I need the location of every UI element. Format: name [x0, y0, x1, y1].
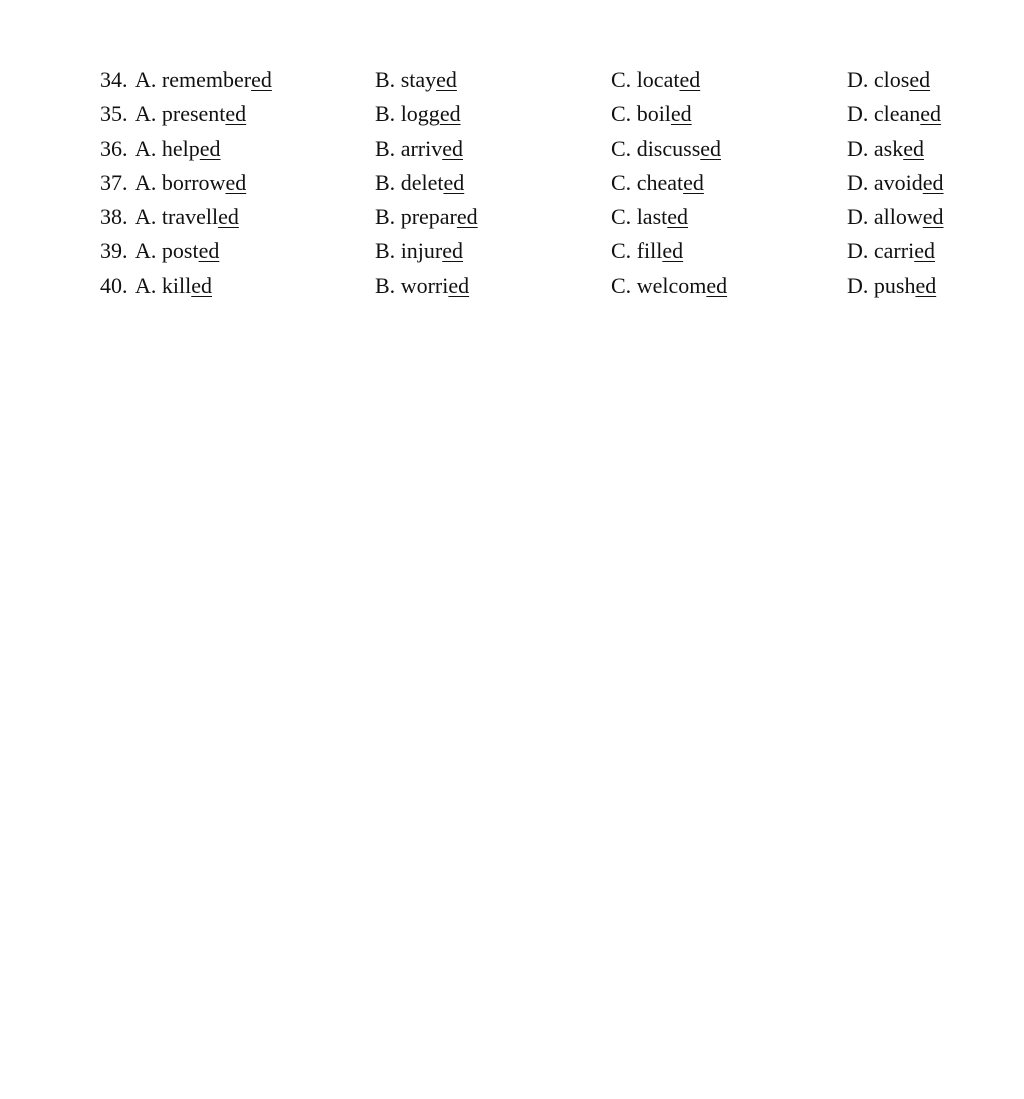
option-letter: B. [375, 67, 396, 92]
option-c [611, 234, 683, 268]
option-letter: A. [135, 238, 157, 264]
underlined-ending: ed [199, 135, 221, 161]
word-stem: stay [400, 67, 437, 92]
option-letter: A. [135, 135, 157, 161]
question-row [100, 269, 1000, 303]
option-letter: C. [611, 101, 632, 127]
option-letter: D. [847, 101, 869, 127]
word-stem: boil [636, 101, 671, 127]
option-d [847, 132, 924, 166]
question-row [100, 132, 1000, 166]
word-stem: ask [873, 135, 904, 161]
word-stem: last [636, 204, 668, 230]
underlined-ending: ed [706, 272, 728, 298]
word-stem: borrow [161, 169, 226, 195]
word-stem: avoid [873, 169, 923, 195]
underlined-ending: ed [251, 67, 272, 92]
question-number: 38. [100, 204, 128, 230]
option-letter: B. [375, 204, 396, 230]
underlined-ending: ed [909, 67, 931, 92]
question-row [100, 200, 1000, 234]
question-number: 34. [100, 67, 128, 92]
underlined-ending: ed [218, 204, 239, 230]
underlined-ending: ed [700, 135, 722, 161]
question-row [100, 166, 1000, 200]
question-row [100, 234, 1000, 268]
option-letter: A. [135, 101, 157, 127]
option-letter: A. [135, 67, 157, 92]
underlined-ending: ed [662, 238, 684, 264]
option-d [847, 97, 941, 131]
word-stem: travell [161, 204, 219, 230]
option-d [847, 234, 935, 268]
option-letter: A. [135, 272, 157, 298]
option-letter: C. [611, 204, 632, 230]
word-stem: injur [400, 238, 443, 264]
word-stem: fill [636, 238, 663, 264]
word-stem: logg [400, 101, 440, 127]
option-letter: B. [375, 135, 396, 161]
option-c [611, 269, 727, 303]
option-b [375, 132, 463, 166]
option-letter: C. [611, 272, 632, 298]
underlined-ending: ed [439, 101, 461, 127]
option-c [611, 132, 721, 166]
underlined-ending: ed [679, 67, 701, 92]
word-stem: remember [161, 67, 252, 92]
option-letter: D. [847, 238, 869, 264]
word-stem: delet [400, 169, 444, 195]
underlined-ending: ed [456, 204, 478, 230]
question-number: 39. [100, 238, 128, 264]
option-a [135, 132, 221, 166]
option-a [135, 97, 246, 131]
question-number: 36. [100, 135, 128, 161]
word-stem: kill [161, 272, 192, 298]
option-c [611, 200, 688, 234]
option-letter: B. [375, 101, 396, 127]
option-letter: A. [135, 169, 157, 195]
option-d [847, 269, 936, 303]
word-stem: discuss [636, 135, 701, 161]
option-b [375, 234, 463, 268]
underlined-ending: ed [225, 169, 247, 195]
word-stem: worri [400, 272, 449, 298]
word-stem: present [161, 101, 226, 127]
word-stem: cheat [636, 169, 684, 195]
option-b [375, 269, 469, 303]
underlined-ending: ed [436, 67, 457, 92]
option-d [847, 63, 930, 97]
option-letter: D. [847, 67, 869, 92]
underlined-ending: ed [915, 272, 937, 298]
option-a [135, 200, 239, 234]
option-letter: B. [375, 238, 396, 264]
option-letter: C. [611, 238, 632, 264]
underlined-ending: ed [683, 169, 704, 195]
word-stem: clean [873, 101, 921, 127]
underlined-ending: ed [922, 169, 944, 195]
word-stem: prepar [400, 204, 457, 230]
option-letter: D. [847, 135, 869, 161]
word-stem: arriv [400, 135, 443, 161]
underlined-ending: ed [443, 169, 465, 195]
question-row [100, 63, 1000, 97]
option-letter: D. [847, 204, 869, 230]
option-b [375, 63, 457, 97]
option-d [847, 200, 944, 234]
option-letter: A. [135, 204, 157, 230]
option-letter: D. [847, 272, 869, 298]
word-stem: allow [873, 204, 923, 230]
underlined-ending: ed [198, 238, 220, 264]
option-d [847, 166, 944, 200]
word-stem: clos [873, 67, 910, 92]
option-c [611, 97, 692, 131]
question-number: 35. [100, 101, 128, 127]
underlined-ending: ed [670, 101, 692, 127]
option-b [375, 200, 478, 234]
underlined-ending: ed [667, 204, 689, 230]
word-stem: help [161, 135, 200, 161]
underlined-ending: ed [903, 135, 924, 161]
option-c [611, 63, 700, 97]
underlined-ending: ed [191, 272, 212, 298]
question-row [100, 97, 1000, 131]
question-list [100, 63, 1000, 303]
question-number: 37. [100, 169, 128, 195]
word-stem: carri [873, 238, 915, 264]
option-a [135, 269, 212, 303]
word-stem: post [161, 238, 199, 264]
option-b [375, 166, 464, 200]
option-a [135, 166, 246, 200]
option-letter: B. [375, 169, 396, 195]
underlined-ending: ed [448, 272, 470, 298]
word-stem: push [873, 272, 916, 298]
option-letter: C. [611, 135, 632, 161]
option-letter: D. [847, 169, 869, 195]
option-letter: C. [611, 169, 632, 195]
word-stem: welcom [636, 272, 707, 298]
underlined-ending: ed [920, 101, 942, 127]
option-c [611, 166, 704, 200]
underlined-ending: ed [225, 101, 247, 127]
question-number: 40. [100, 272, 128, 298]
option-a [135, 234, 219, 268]
option-letter: B. [375, 272, 396, 298]
underlined-ending: ed [922, 204, 944, 230]
option-letter: C. [611, 67, 632, 92]
option-a [135, 63, 272, 97]
word-stem: locat [636, 67, 680, 92]
underlined-ending: ed [442, 135, 463, 161]
underlined-ending: ed [914, 238, 935, 264]
underlined-ending: ed [442, 238, 464, 264]
option-b [375, 97, 461, 131]
